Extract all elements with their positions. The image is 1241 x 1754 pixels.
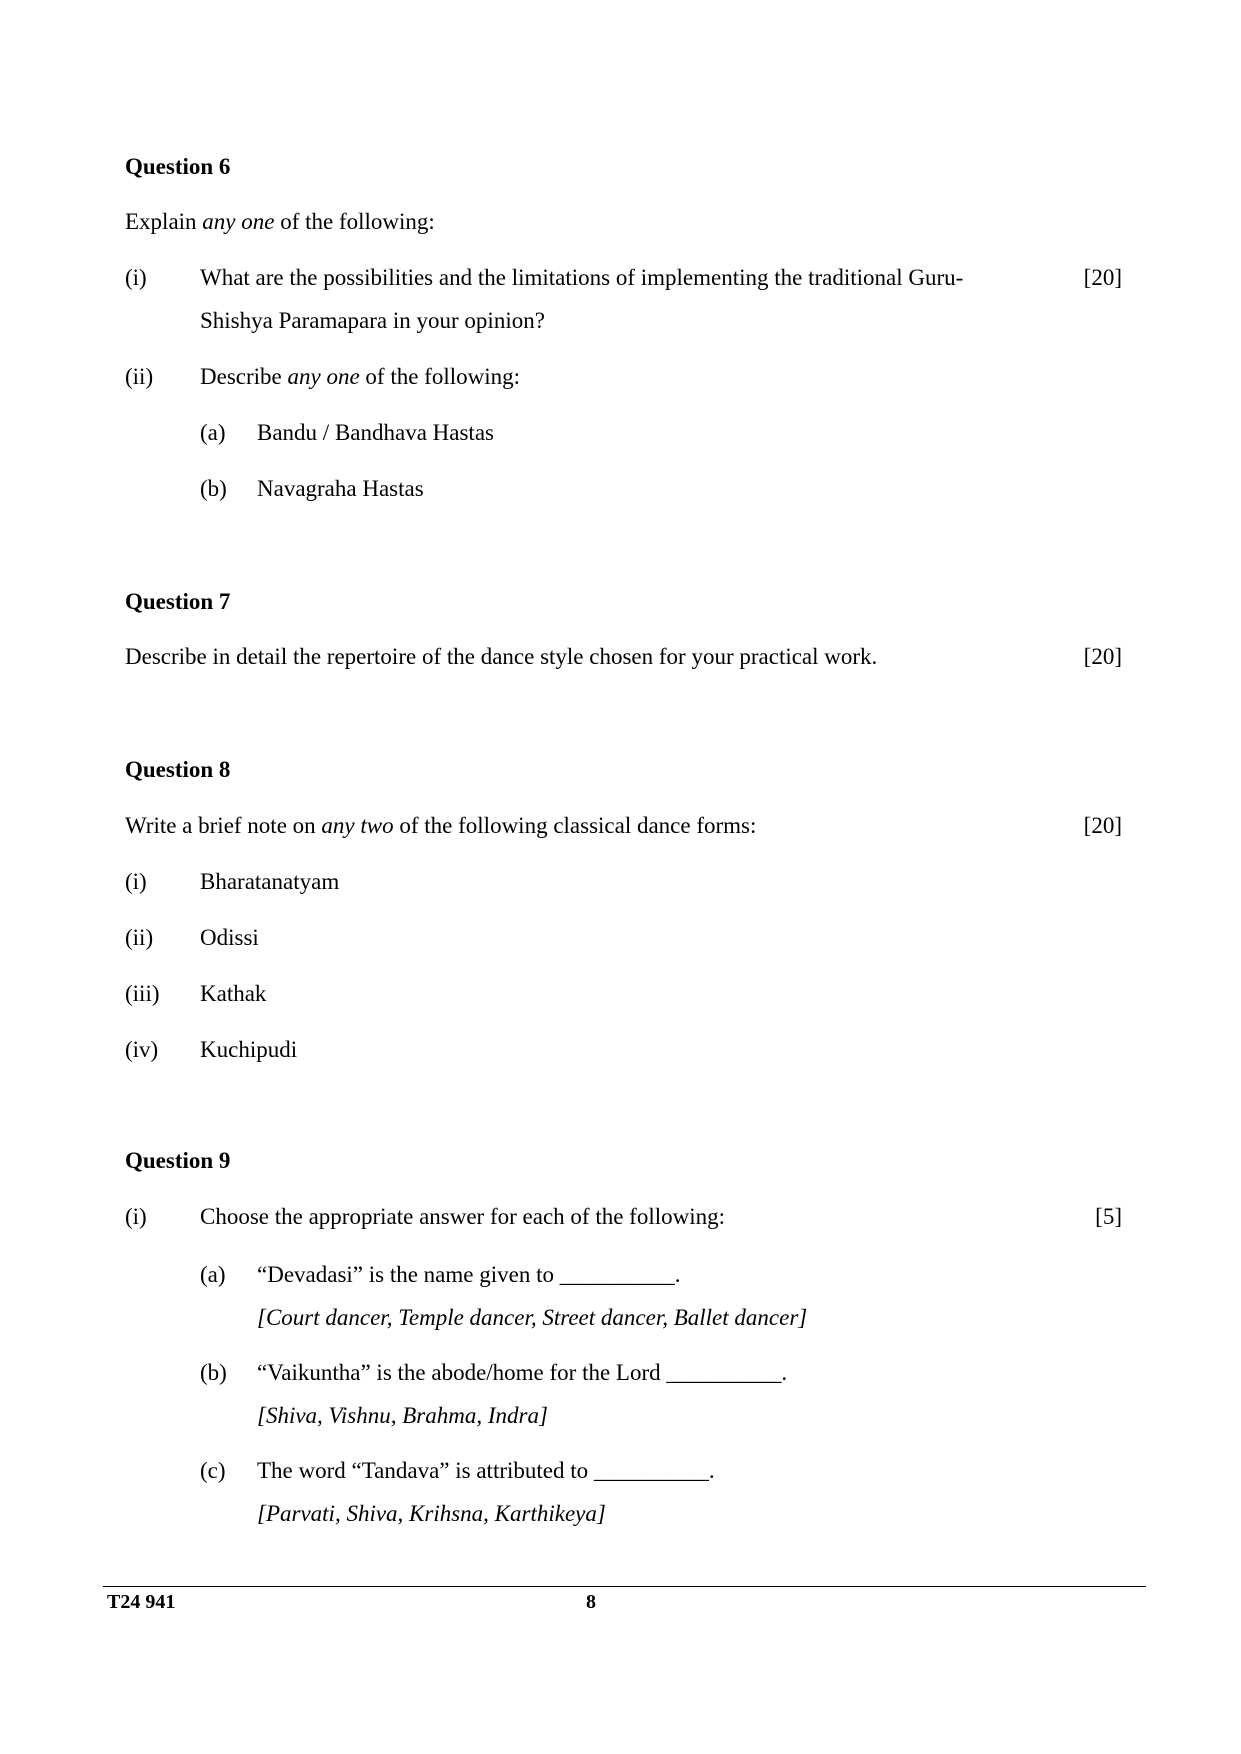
question-8-instruction [125,814,756,837]
q8-item-text: Odissi [200,925,259,950]
q6-part-i-line1: What are the possibilities and the limitations of implementing the traditional Guru- [200,265,964,290]
q6-part-ii-number: (ii) [125,364,154,389]
q6-sub-a-text: Bandu / Bandhava Hastas [257,420,494,445]
q8-item-text: Kuchipudi [200,1037,298,1062]
question-7-text: Describe in detail the repertoire of the dance style chosen for your practical work. [125,644,878,669]
footer-page-number: 8 [586,1591,596,1613]
q6-part-ii-text [200,365,520,388]
q9-sub-c-options: [Parvati, Shiva, Krihsna, Karthikeya] [257,1501,606,1526]
q6-sub-a-number: (a) [200,420,226,445]
instr-emphasis: any two [321,813,394,838]
q8-item-number: (i) [125,869,147,894]
q9-sub-c-number: (c) [200,1458,226,1483]
ii-text: Describe [200,364,288,389]
footer-paper-code: T24 941 [107,1591,176,1613]
question-9-heading: Question 9 [125,1148,231,1173]
question-6-instruction [125,210,435,233]
q8-item-number: (iii) [125,981,160,1006]
ii-text: of the following: [359,364,521,389]
q9-sub-a-number: (a) [200,1262,226,1287]
q9-part-i-text: Choose the appropriate answer for each of the following: [200,1204,725,1229]
instr-emphasis: any one [202,209,275,234]
q6-sub-b-number: (b) [200,476,227,501]
question-8-heading: Question 8 [125,757,231,782]
question-6-heading: Question 6 [125,154,231,179]
q6-part-i-number: (i) [125,265,147,290]
instr-text: Explain [125,209,203,234]
question-7-heading: Question 7 [125,589,231,614]
q9-part-i-marks: [5] [1095,1204,1122,1229]
q8-item-number: (iv) [125,1037,159,1062]
q9-sub-a-options: [Court dancer, Temple dancer, Street dancer, Ballet dancer] [257,1305,808,1330]
question-8-marks: [20] [1083,813,1122,838]
instr-text: Write a brief note on [125,813,322,838]
q6-part-i-marks: [20] [1083,265,1122,290]
footer-divider [103,1586,1146,1587]
q9-sub-b-number: (b) [200,1360,227,1385]
instr-text: of the following classical dance forms: [393,813,757,838]
q9-part-i-number: (i) [125,1204,147,1229]
ii-emphasis: any one [287,364,360,389]
question-7-marks: [20] [1083,644,1122,669]
q9-sub-c-question: The word “Tandava” is attributed to __________. [257,1458,715,1483]
q9-sub-a-question: “Devadasi” is the name given to __________. [257,1262,681,1287]
q8-item-text: Bharatanatyam [200,869,340,894]
q8-item-text: Kathak [200,981,267,1006]
q8-item-number: (ii) [125,925,154,950]
q6-sub-b-text: Navagraha Hastas [257,476,424,501]
q9-sub-b-options: [Shiva, Vishnu, Brahma, Indra] [257,1403,548,1428]
instr-text: of the following: [274,209,435,234]
q6-part-i-line2: Shishya Paramapara in your opinion? [200,308,545,333]
q9-sub-b-question: “Vaikuntha” is the abode/home for the Lord __________. [257,1360,788,1385]
